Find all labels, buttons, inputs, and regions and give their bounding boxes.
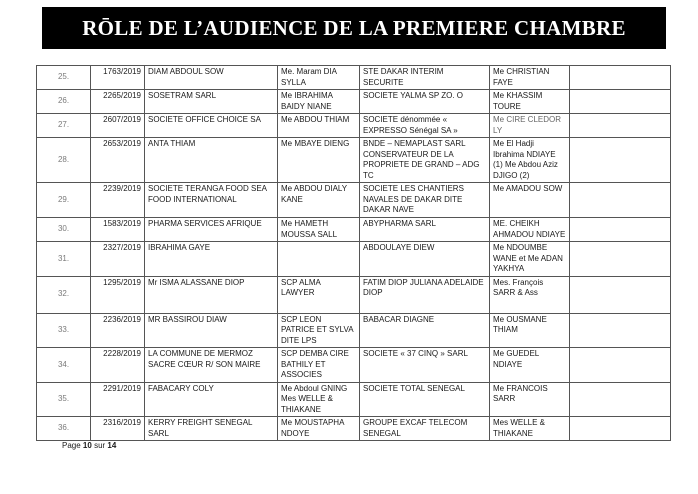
table-row: [37, 313, 671, 348]
plaintiff: FABACARY COLY: [145, 382, 278, 417]
notes-cell: [570, 382, 671, 417]
plaintiff-lawyer: SCP ALMA LAWYER: [278, 276, 360, 313]
footer-page-label: Page: [62, 441, 81, 450]
notes-cell: [570, 183, 671, 218]
page-title: RŌLE DE L’AUDIENCE DE LA PREMIERE CHAMBRE: [82, 15, 626, 40]
plaintiff-lawyer: [278, 242, 360, 277]
defendant-lawyer: Mes WELLE & THIAKANE: [490, 417, 570, 441]
defendant: FATIM DIOP JULIANA ADELAIDE DIOP: [360, 276, 490, 313]
plaintiff: PHARMA SERVICES AFRIQUE: [145, 218, 278, 242]
defendant: SOCIETE dénommée « EXPRESSO Sénégal SA »: [360, 114, 490, 138]
plaintiff-lawyer: Me MOUSTAPHA NDOYE: [278, 417, 360, 441]
footer-page-total: 14: [107, 441, 117, 450]
defendant-lawyer: Me CHRISTIAN FAYE: [490, 66, 570, 90]
title-banner: [42, 7, 666, 49]
case-number: 2316/2019: [91, 417, 145, 441]
plaintiff-lawyer: SCP DEMBA CIRE BATHILY ET ASSOCIES: [278, 348, 360, 383]
row-number: 32.: [37, 276, 91, 313]
case-number: 1763/2019: [91, 66, 145, 90]
defendant-lawyer: Me GUEDEL NDIAYE: [490, 348, 570, 383]
row-number: 31.: [37, 242, 91, 277]
plaintiff: MR BASSIROU DIAW: [145, 313, 278, 348]
plaintiff-lawyer: SCP LEON PATRICE ET SYLVA DITE LPS: [278, 313, 360, 348]
defendant-lawyer: Me CIRE CLEDOR LY: [490, 114, 570, 138]
plaintiff: LA COMMUNE DE MERMOZ SACRE CŒUR R/ SON MAIRE: [145, 348, 278, 383]
defendant: GROUPE EXCAF TELECOM SENEGAL: [360, 417, 490, 441]
case-number: 2239/2019: [91, 183, 145, 218]
row-number: 30.: [37, 218, 91, 242]
table-row: [37, 348, 671, 383]
notes-cell: [570, 90, 671, 114]
plaintiff: SOCIETE OFFICE CHOICE SA: [145, 114, 278, 138]
notes-cell: [570, 348, 671, 383]
table-row: [37, 382, 671, 417]
plaintiff: SOCIETE TERANGA FOOD SEA FOOD INTERNATIONAL: [145, 183, 278, 218]
case-number: 2236/2019: [91, 313, 145, 348]
row-number: 27.: [37, 114, 91, 138]
plaintiff-lawyer: Me Abdoul GNING Mes WELLE & THIAKANE: [278, 382, 360, 417]
defendant-lawyer: Me NDOUMBE WANE et Me ADAN YAKHYA: [490, 242, 570, 277]
page-footer: [62, 441, 116, 450]
notes-cell: [570, 138, 671, 183]
case-number: 1583/2019: [91, 218, 145, 242]
footer-sur-label: sur: [94, 441, 106, 450]
table-row: [37, 90, 671, 114]
defendant-lawyer: Me AMADOU SOW: [490, 183, 570, 218]
notes-cell: [570, 114, 671, 138]
notes-cell: [570, 313, 671, 348]
case-number: 2291/2019: [91, 382, 145, 417]
table-row: [37, 276, 671, 313]
defendant-lawyer: Me El Hadji Ibrahima NDIAYE (1) Me Abdou Aziz DJIGO (2): [490, 138, 570, 183]
defendant-lawyer: Me OUSMANE THIAM: [490, 313, 570, 348]
defendant-lawyer: Me FRANCOIS SARR: [490, 382, 570, 417]
plaintiff-lawyer: Me HAMETH MOUSSA SALL: [278, 218, 360, 242]
plaintiff: ANTA THIAM: [145, 138, 278, 183]
defendant: ABDOULAYE DIEW: [360, 242, 490, 277]
table-row: [37, 218, 671, 242]
defendant-lawyer: Me KHASSIM TOURE: [490, 90, 570, 114]
row-number: 29.: [37, 183, 91, 218]
defendant-lawyer: Mes. François SARR & Ass: [490, 276, 570, 313]
notes-cell: [570, 218, 671, 242]
defendant: SOCIETE YALMA SP ZO. O: [360, 90, 490, 114]
defendant: SOCIETE LES CHANTIERS NAVALES DE DAKAR DITE DAKAR NAVE: [360, 183, 490, 218]
case-number: 2228/2019: [91, 348, 145, 383]
notes-cell: [570, 242, 671, 277]
row-number: 26.: [37, 90, 91, 114]
table-row: [37, 242, 671, 277]
plaintiff-lawyer: Me IBRAHIMA BAIDY NIANE: [278, 90, 360, 114]
table-row: [37, 417, 671, 441]
table-row: [37, 183, 671, 218]
defendant: BNDE – NEMAPLAST SARL CONSERVATEUR DE LA PROPRIETE DE GRAND – ADG TC: [360, 138, 490, 183]
row-number: 28.: [37, 138, 91, 183]
table-row: [37, 66, 671, 90]
notes-cell: [570, 66, 671, 90]
plaintiff-lawyer: Me MBAYE DIENG: [278, 138, 360, 183]
case-number: 2653/2019: [91, 138, 145, 183]
hearing-docket-table: [36, 65, 671, 441]
plaintiff: Mr ISMA ALASSANE DIOP: [145, 276, 278, 313]
plaintiff-lawyer: Me. Maram DIA SYLLA: [278, 66, 360, 90]
defendant-lawyer: ME. CHEIKH AHMADOU NDIAYE: [490, 218, 570, 242]
defendant: ABYPHARMA SARL: [360, 218, 490, 242]
plaintiff: DIAM ABDOUL SOW: [145, 66, 278, 90]
row-number: 36.: [37, 417, 91, 441]
case-number: 2607/2019: [91, 114, 145, 138]
row-number: 25.: [37, 66, 91, 90]
table-row: [37, 114, 671, 138]
defendant: STE DAKAR INTERIM SECURITE: [360, 66, 490, 90]
case-number: 2265/2019: [91, 90, 145, 114]
table-row: [37, 138, 671, 183]
plaintiff: IBRAHIMA GAYE: [145, 242, 278, 277]
defendant: BABACAR DIAGNE: [360, 313, 490, 348]
plaintiff: KERRY FREIGHT SENEGAL SARL: [145, 417, 278, 441]
footer-page-number: 10: [82, 441, 92, 450]
plaintiff: SOSETRAM SARL: [145, 90, 278, 114]
case-number: 1295/2019: [91, 276, 145, 313]
defendant: SOCIETE « 37 CINQ » SARL: [360, 348, 490, 383]
notes-cell: [570, 276, 671, 313]
row-number: 33.: [37, 313, 91, 348]
notes-cell: [570, 417, 671, 441]
plaintiff-lawyer: Me ABDOU DIALY KANE: [278, 183, 360, 218]
plaintiff-lawyer: Me ABDOU THIAM: [278, 114, 360, 138]
row-number: 35.: [37, 382, 91, 417]
defendant: SOCIETE TOTAL SENEGAL: [360, 382, 490, 417]
case-number: 2327/2019: [91, 242, 145, 277]
row-number: 34.: [37, 348, 91, 383]
